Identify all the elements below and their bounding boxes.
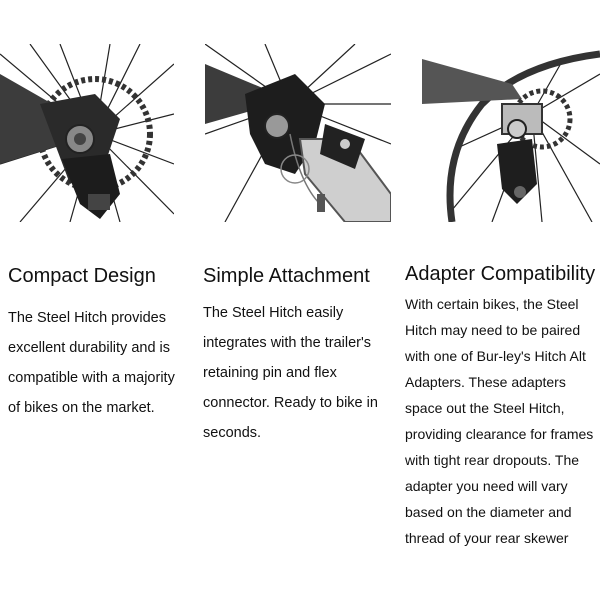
photo-compact-design bbox=[0, 44, 174, 222]
heading-adapter-compatibility: Adapter Compatibility bbox=[405, 263, 596, 285]
text-simple-attachment: The Steel Hitch easily integrates with the trailer's retaining pin and flex connector. Ready to bike in seconds. bbox=[203, 305, 378, 441]
photo-simple-attachment bbox=[205, 44, 391, 222]
photo-adapter-compatibility bbox=[422, 44, 600, 222]
text-adapter-compatibility: With certain bikes, the Steel Hitch may need to be paired with one of Bur-ley's Hitch Alt Adapters. These adapters space out the Steel Hitch, providing clearance for frames with tight rear dropouts. The adapter you need will vary based on the diameter and thread of your rear skewer bbox=[405, 296, 594, 546]
heading-simple-attachment: Simple Attachment bbox=[203, 265, 370, 287]
heading-compact-design: Compact Design bbox=[8, 265, 156, 287]
text-compact-design: The Steel Hitch provides excellent durability and is compatible with a majority of bikes on the market. bbox=[8, 310, 175, 416]
